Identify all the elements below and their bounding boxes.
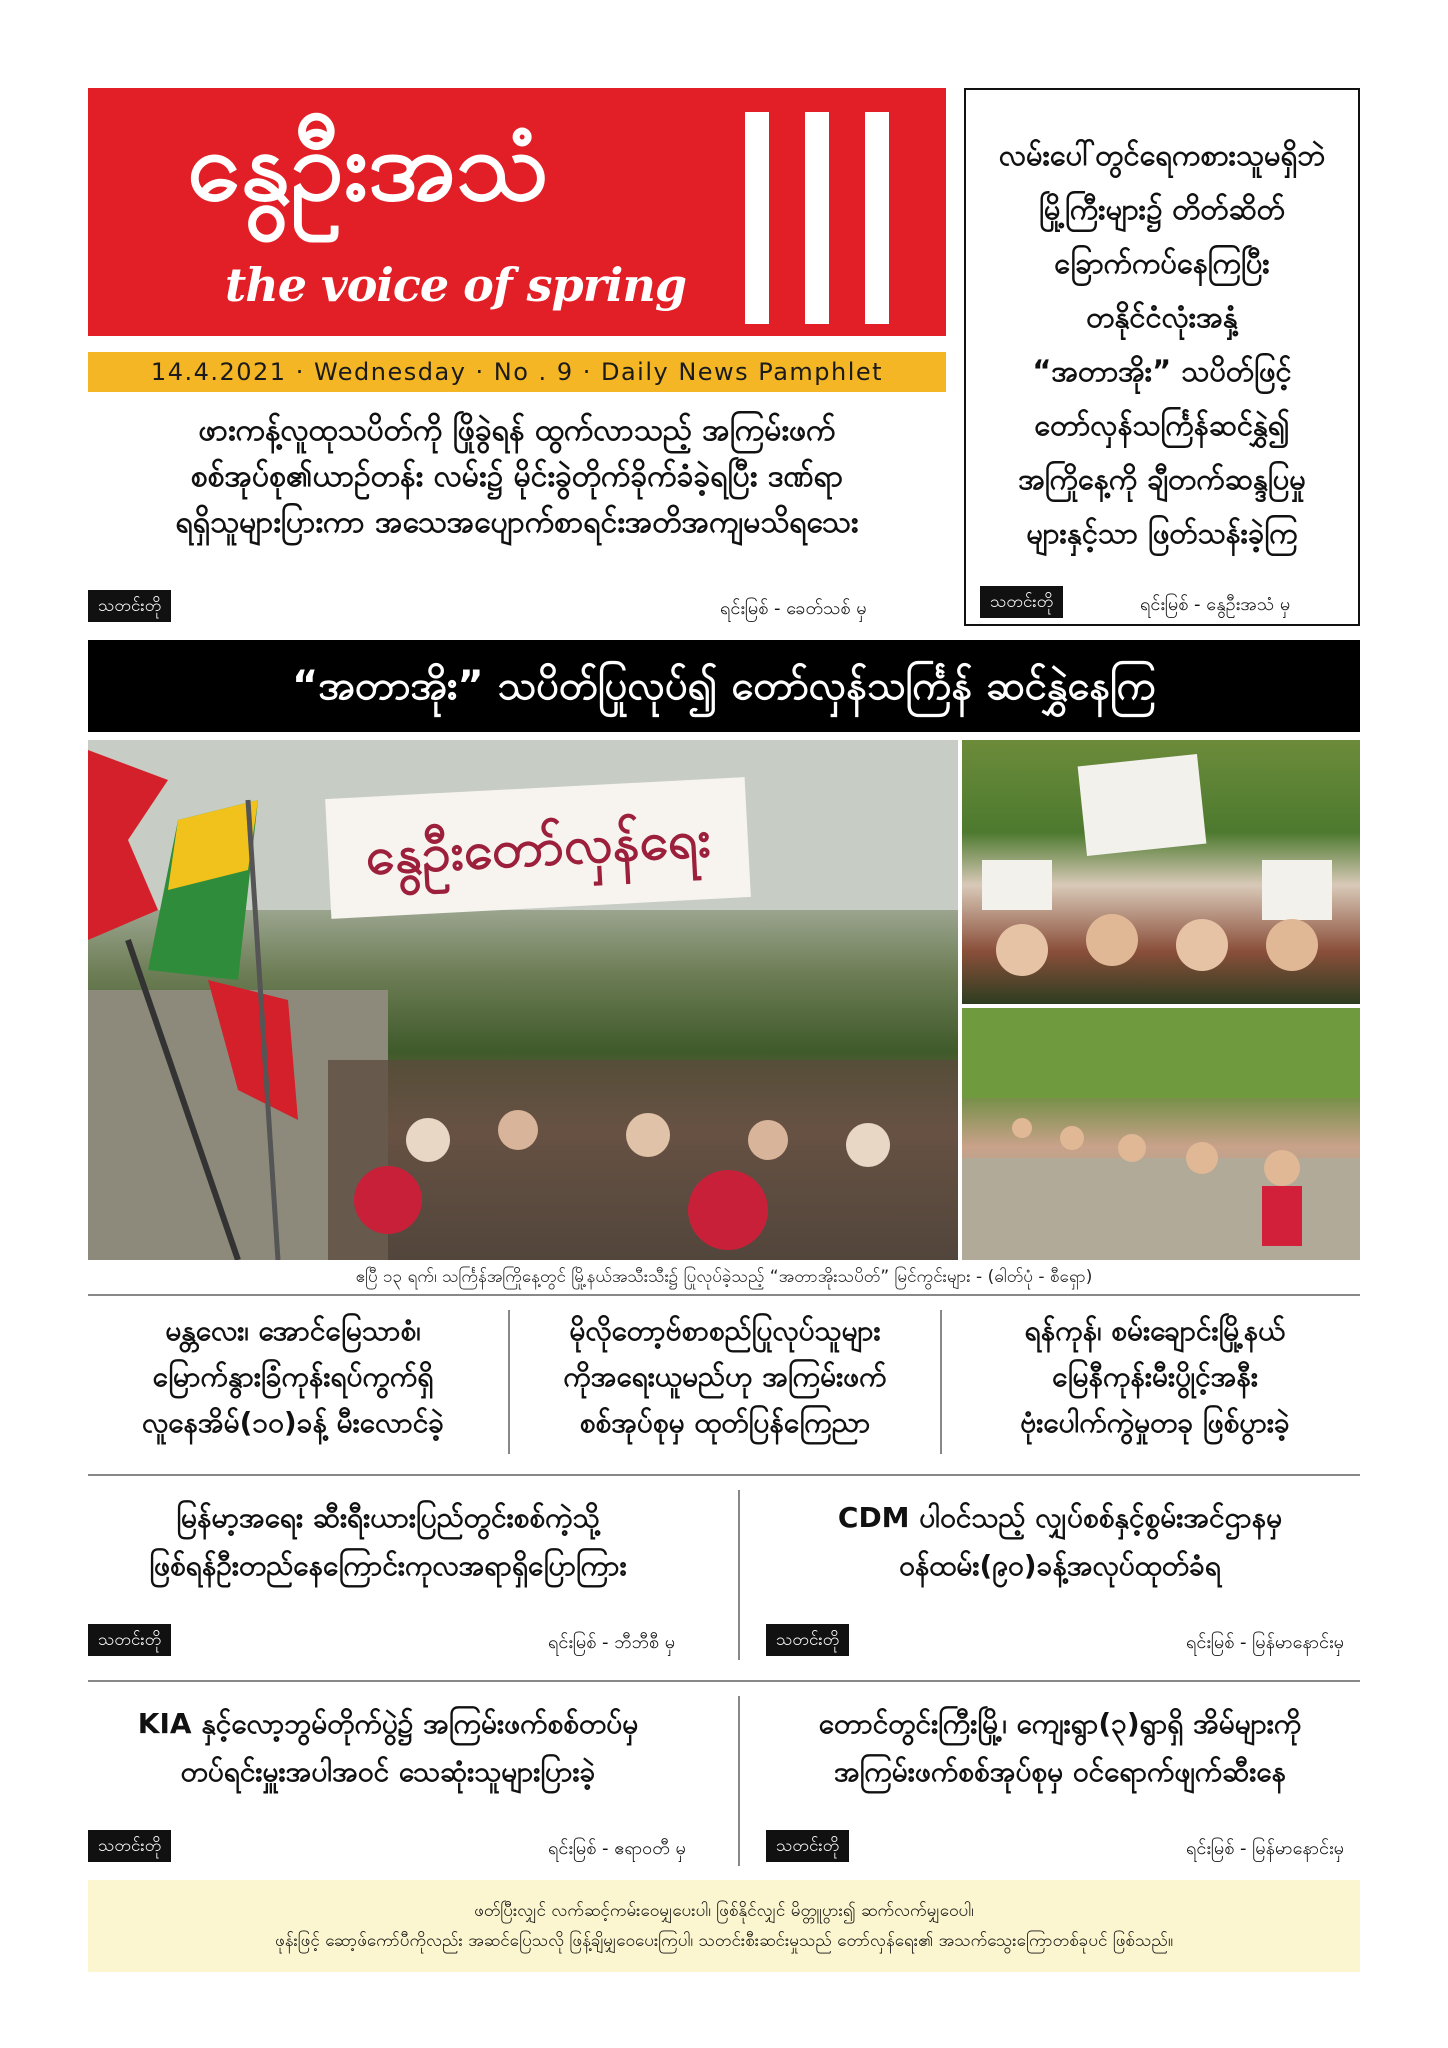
brief-story [950, 1308, 1360, 1446]
sidebar-line: အကြိုနေ့ကို ချီတက်ဆန္ဒပြမှု [1018, 462, 1306, 496]
lead-left-line: ရရှိသူများပြားကာ အသေအပျောက်စာရင်းအတိအကျမသိရသေး [175, 505, 859, 540]
divider [88, 1474, 1360, 1476]
divider [88, 1680, 1360, 1682]
story-line: တပ်ရင်းမှူးအပါအဝင် သေဆုံးသူများပြားခဲ့ [180, 1755, 596, 1788]
protest-line-illustration [962, 1008, 1360, 1260]
masthead-bar-3 [865, 112, 889, 324]
sidebar-line: “အတာအိုး” သပိတ်ဖြင့် [1032, 354, 1292, 388]
masthead-title-english: the voice of spring [225, 258, 687, 312]
brief-line: လူနေအိမ်(၁၀)ခန့် မီးလောင်ခဲ့ [141, 1406, 445, 1439]
sidebar-line: ခြောက်ကပ်နေကြပြီး [1054, 246, 1270, 280]
photo-caption: ဧပြီ ၁၃ ရက်၊ သင်္ကြန်အကြိုနေ့တွင် မြို့နယ်အသီးသီး၌ ပြုလုပ်ခဲ့သည့် “အတာအိုးသပိတ်” မြင်ကွင်းများ - (ဓါတ်ပုံ - စီရှော) [355, 1267, 1093, 1287]
story-line: CDM ပါဝင်သည့် လျှပ်စစ်နှင့်စွမ်းအင်ဌာနမှ [837, 1501, 1283, 1534]
divider [738, 1696, 740, 1866]
brief-line: မြောက်နွားခြံကုန်းရပ်ကွက်ရှိ [152, 1360, 434, 1393]
sidebar-line: မြို့ကြီးများ၌ တိတ်ဆိတ် [1039, 192, 1285, 226]
masthead-bar-1 [745, 112, 769, 324]
divider [508, 1310, 510, 1454]
brief-line: ရန်ကုန်၊ စမ်းချောင်းမြို့နယ် [1024, 1314, 1286, 1347]
sidebar-line: လမ်းပေါ်တွင်ရေကစားသူမရှိဘဲ [998, 138, 1326, 172]
brief-line: မြေနီကုန်းမီးပွိုင့်အနီး [1052, 1360, 1258, 1393]
divider [88, 1294, 1360, 1296]
news-tag: သတင်းတို [88, 1624, 171, 1656]
divider [738, 1490, 740, 1660]
news-tag: သတင်းတို [766, 1624, 849, 1656]
brief-line: ကိုအရေးယူမည်ဟု အကြမ်းဖက် [563, 1360, 887, 1393]
news-tag: သတင်းတို [766, 1830, 849, 1862]
footer-line: ဖတ်ပြီးလျှင် လက်ဆင့်ကမ်းဝေမျှပေးပါ၊ ဖြစ်နိုင်လျှင် မိတ္တူပွား၍ ဆက်လက်မျှဝေပါ၊ [474, 1901, 974, 1921]
news-tag: သတင်းတို [88, 590, 171, 622]
sidebar-line: တော်လှန်သင်္ကြန်ဆင်နွှဲ၍ [1034, 408, 1290, 442]
source-credit: ရင်းမြစ် - မြန်မာနောင်းမှ [1186, 1838, 1344, 1859]
footer-line: ဖုန်းဖြင့် ဆော့ဖ်ကော်ပီကိုလည်း အဆင်ပြေသလို ဖြန့်ချိမျှဝေပေးကြပါ၊ သတင်းစီးဆင်းမှုသည် တော်လှန်ရေး၏ အသက်သွေးကြောတစ်ခုပင် ဖြစ်သည်။ [274, 1931, 1174, 1951]
main-headline: “အတာအိုး” သပိတ်ပြုလုပ်၍ တော်လှန်သင်္ကြန် ဆင်နွှဲနေကြ [88, 640, 1360, 732]
news-story [88, 1494, 688, 1590]
story-line: ဝန်ထမ်း(၉၀)ခန့်အလုပ်ထုတ်ခံရ [899, 1549, 1221, 1582]
lead-left-line: စစ်အုပ်စု၏ယာဉ်တန်း လမ်း၌ မိုင်းခွဲတိုက်ခိုက်ခံခဲ့ရပြီး ဒဏ်ရာ [190, 459, 844, 494]
story-line: မြန်မာ့အရေး ဆီးရီးယားပြည်တွင်းစစ်ကဲ့သို့ [176, 1501, 600, 1534]
photo-protest-signs [962, 740, 1360, 1004]
news-story [760, 1700, 1360, 1796]
divider [940, 1310, 942, 1454]
masthead-title-myanmar: နွေဦးအသံ [186, 110, 550, 222]
source-credit: ရင်းမြစ် - ဘီဘီစီ မှ [548, 1632, 676, 1653]
protest-signs-illustration [962, 740, 1360, 1004]
lead-left-line: ဖားကန့်လူထုသပိတ်ကို ဖြိုခွဲရန် ထွက်လာသည့် အကြမ်းဖက် [198, 413, 836, 448]
masthead-bar-2 [805, 112, 829, 324]
dateline: 14.4.2021 · Wednesday · No . 9 · Daily News Pamphlet [88, 352, 946, 392]
photo-protest-march [88, 740, 958, 1260]
sidebar-line: တနိုင်ငံလုံးအနှံ့ [1086, 300, 1238, 334]
source-credit: ရင်းမြစ် - နွေဦးအသံ မှ [1140, 594, 1291, 615]
brief-story [520, 1308, 930, 1446]
source-credit: ရင်းမြစ် - ခေတ်သစ် မှ [720, 598, 867, 619]
story-line: အကြမ်းဖက်စစ်အုပ်စုမှ ဝင်ရောက်ဖျက်ဆီးနေ [833, 1755, 1287, 1788]
protest-banner: နွေဦးတော်လှန်ရေး [325, 777, 751, 919]
source-credit: ရင်းမြစ် - မြန်မာနောင်းမှ [1186, 1632, 1344, 1653]
story-line: ဖြစ်ရန်ဦးတည်နေကြောင်းကုလအရာရှိပြောကြား [149, 1549, 627, 1582]
news-tag: သတင်းတို [980, 586, 1063, 618]
sidebar-line: များနှင့်သာ ဖြတ်သန်းခဲ့ကြ [1026, 516, 1298, 550]
news-story [760, 1494, 1360, 1590]
source-credit: ရင်းမြစ် - ဧရာဝတီ မှ [548, 1838, 686, 1859]
story-line: တောင်တွင်းကြီးမြို့၊ ကျေးရွာ(၃)ရွာရှိ အိမ်များကို [818, 1707, 1302, 1740]
brief-story [88, 1308, 498, 1446]
lead-story-left [88, 408, 946, 546]
footer-notice [88, 1880, 1360, 1972]
sidebar-story-text [980, 128, 1344, 560]
photo-protest-line [962, 1008, 1360, 1260]
story-line: KIA နှင့်လော့ဘွမ်တိုက်ပွဲ၌ အကြမ်းဖက်စစ်တပ်မှ [137, 1707, 639, 1740]
news-tag: သတင်းတို [88, 1830, 171, 1862]
brief-line: စစ်အုပ်စုမှ ထုတ်ပြန်ကြေညာ [579, 1406, 871, 1439]
brief-line: မန္တလေး၊ အောင်မြေသာစံ၊ [165, 1314, 421, 1347]
brief-line: မိုလိုတော့ဗ်စာစည်ပြုလုပ်သူများ [569, 1314, 881, 1347]
news-story [88, 1700, 688, 1796]
brief-line: ဗုံးပေါက်ကွဲမှုတခု ဖြစ်ပွားခဲ့ [1020, 1406, 1290, 1439]
